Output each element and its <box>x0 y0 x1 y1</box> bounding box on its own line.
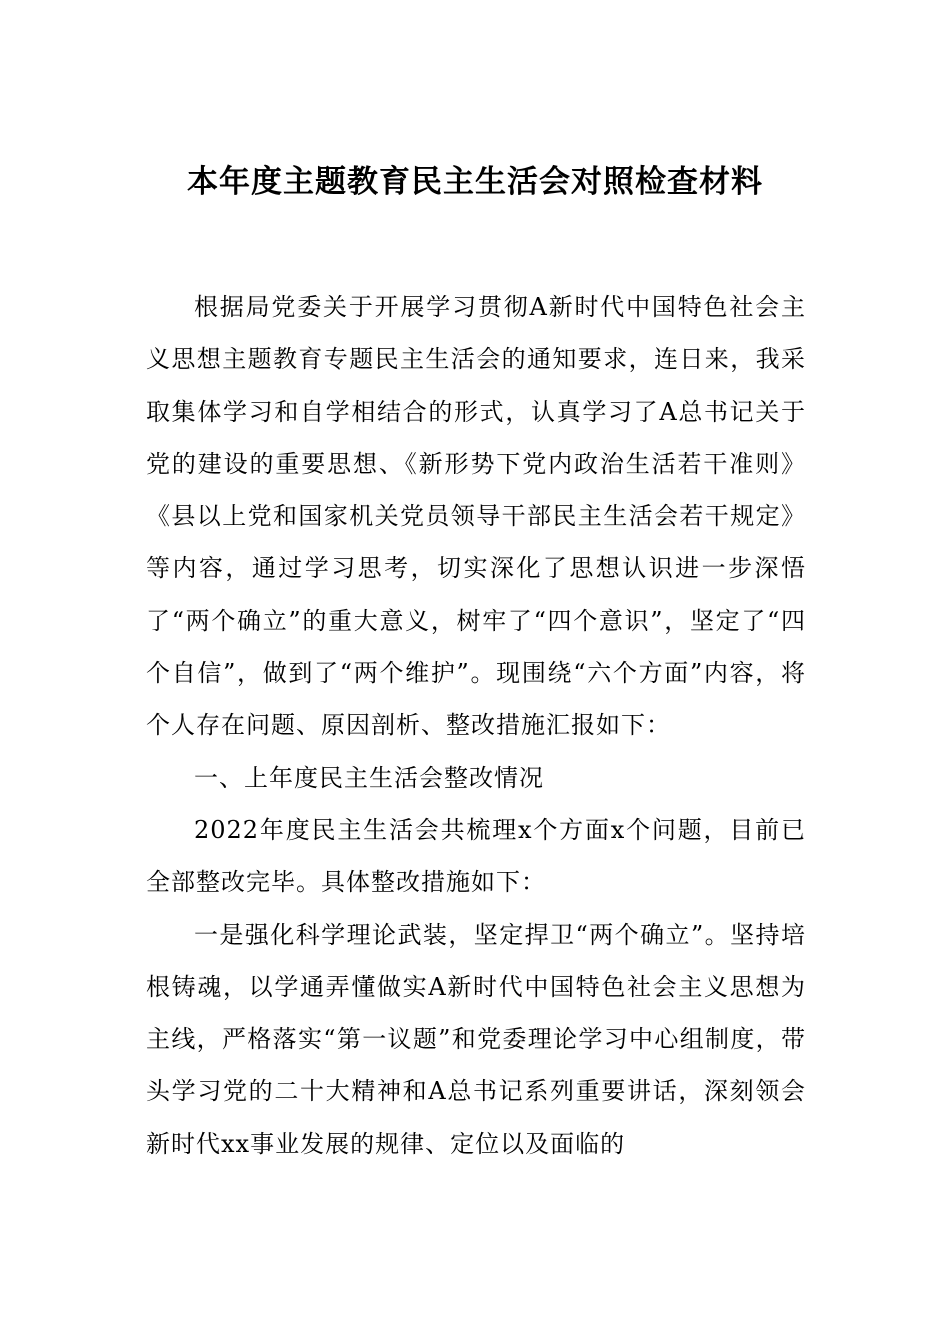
intro-paragraph: 根据局党委关于开展学习贯彻A新时代中国特色社会主义思想主题教育专题民主生活会的通知要求，连日来，我采取集体学习和自学相结合的形式，认真学习了A总书记关于党的建设的重要思想、《新形势下党内政治生活若干准则》《县以上党和国家机关党员领导干部民主生活会若干规定》等内容，通过学习思考，切实深化了思想认识进一步深悟了“两个确立”的重大意义，树牢了“四个意识”，坚定了“四个自信”，做到了“两个维护”。现围绕“六个方面”内容，将个人存在问题、原因剖析、整改措施汇报如下： <box>146 293 806 740</box>
measure-paragraph-1: 一是强化科学理论武装，坚定捍卫“两个确立”。坚持培根铸魂，以学通弄懂做实A新时代中国特色社会主义思想为主线，严格落实“第一议题”和党委理论学习中心组制度，带头学习党的二十大精神和A总书记系列重要讲话，深刻领会新时代xx事业发展的规律、定位以及面临的 <box>146 920 806 1158</box>
document-body <box>146 281 806 1170</box>
summary-paragraph: 2022年度民主生活会共梳理x个方面x个问题，目前已全部整改完毕。具体整改措施如下： <box>146 815 806 897</box>
section-heading-1: 一、上年度民主生活会整改情况 <box>194 763 544 792</box>
document-title: 本年度主题教育民主生活会对照检查材料 <box>187 164 763 200</box>
